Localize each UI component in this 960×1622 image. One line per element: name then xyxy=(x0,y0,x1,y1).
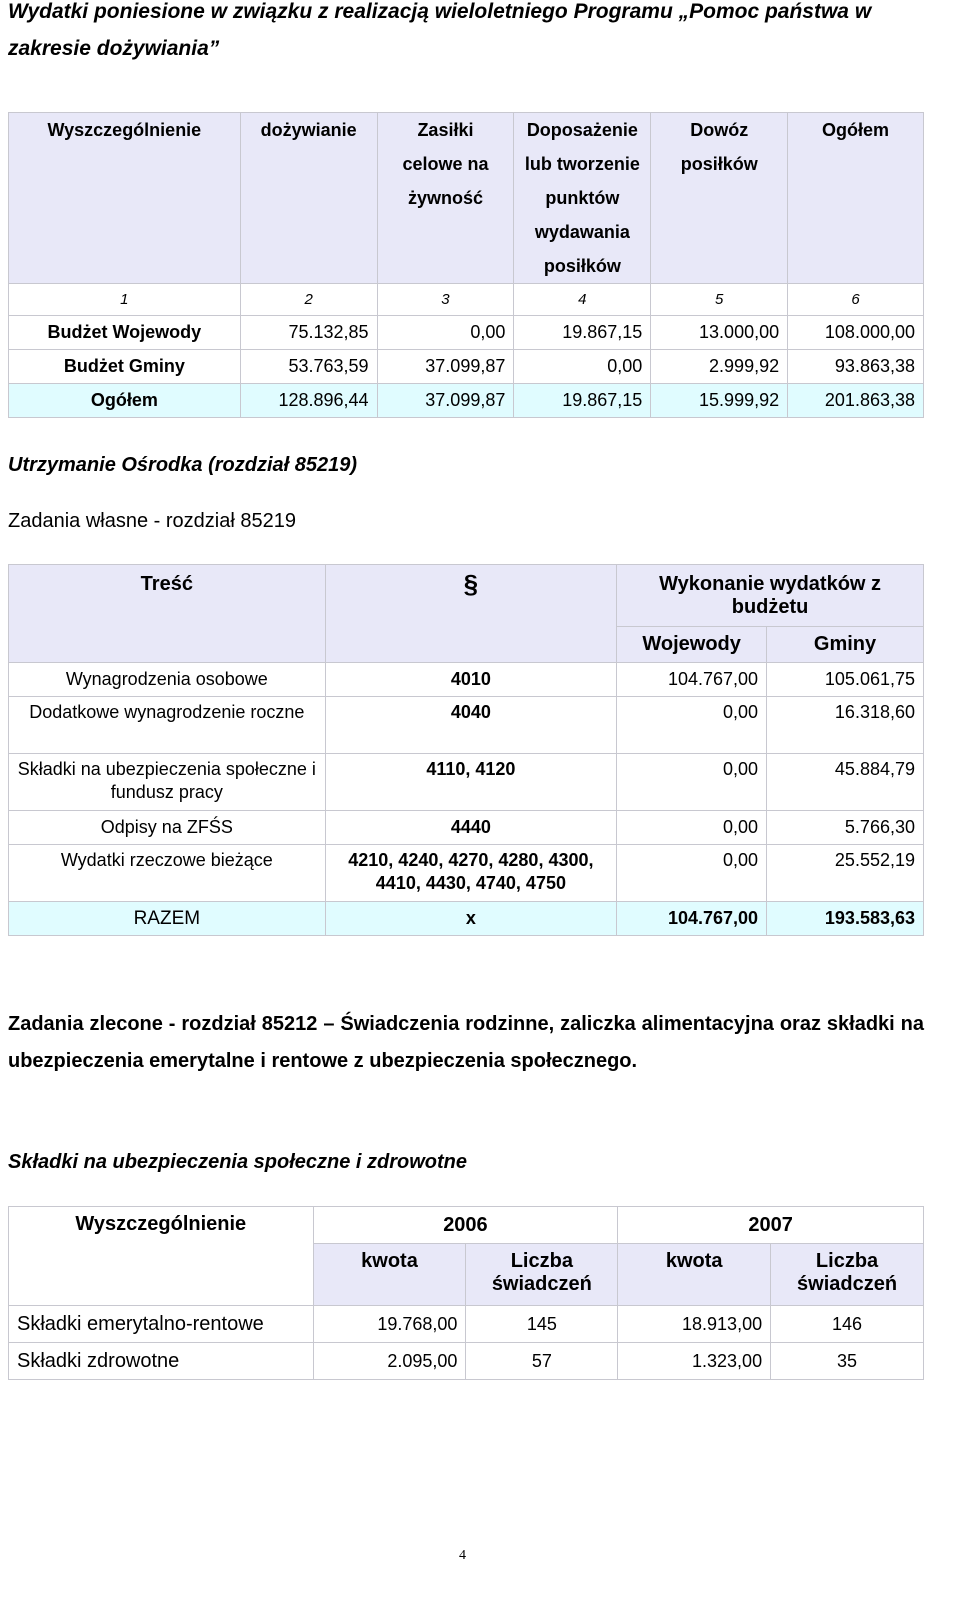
section-subheading: Zadania własne - rozdział 85219 xyxy=(8,510,296,532)
header-ogolem: Ogółem xyxy=(788,113,924,284)
column-number: 4 xyxy=(514,284,651,316)
cell-value: 37.099,87 xyxy=(377,384,514,418)
cell-value: 25.552,19 xyxy=(767,845,924,902)
skladki-table xyxy=(8,1206,924,1380)
header-zasilki: Zasiłki celowe na żywność xyxy=(377,113,514,284)
table-row xyxy=(9,1306,924,1343)
row-label: Odpisy na ZFŚS xyxy=(9,811,326,845)
row-label: Wynagrodzenia osobowe xyxy=(9,663,326,697)
utrzymanie-table xyxy=(8,564,924,936)
header-dozywianie: dożywianie xyxy=(240,113,377,284)
cell-value: 19.867,15 xyxy=(514,316,651,350)
cell-value: 2.095,00 xyxy=(313,1343,466,1380)
page-number: 4 xyxy=(459,1548,466,1563)
table-row xyxy=(9,316,924,350)
cell-value: 146 xyxy=(771,1306,924,1343)
cell-value: 193.583,63 xyxy=(767,902,924,936)
header-wyszczegolnienie: Wyszczególnienie xyxy=(9,1207,314,1306)
header-kwota: kwota xyxy=(313,1244,466,1306)
paragraph-code: 4110, 4120 xyxy=(325,754,617,811)
cell-value: 0,00 xyxy=(617,845,767,902)
column-number: 3 xyxy=(377,284,514,316)
cell-value: 104.767,00 xyxy=(617,663,767,697)
total-row xyxy=(9,384,924,418)
row-label: RAZEM xyxy=(9,902,326,936)
cell-value: 1.323,00 xyxy=(618,1343,771,1380)
column-number: 2 xyxy=(240,284,377,316)
row-label: Składki na ubezpieczenia społeczne i fundusz pracy xyxy=(9,754,326,811)
table-row xyxy=(9,350,924,384)
paragraph-code: 4440 xyxy=(325,811,617,845)
cell-value: 35 xyxy=(771,1343,924,1380)
header-year-2006: 2006 xyxy=(313,1207,618,1244)
cell-value: 0,00 xyxy=(377,316,514,350)
header-wojewody: Wojewody xyxy=(617,627,767,663)
row-label: Budżet Wojewody xyxy=(9,316,241,350)
cell-value: 5.766,30 xyxy=(767,811,924,845)
cell-value: 37.099,87 xyxy=(377,350,514,384)
table-row xyxy=(9,811,924,845)
total-row xyxy=(9,902,924,936)
table-row xyxy=(9,697,924,754)
table-row xyxy=(9,663,924,697)
dozywianie-table xyxy=(8,112,924,418)
cell-value: 128.896,44 xyxy=(240,384,377,418)
row-label: Ogółem xyxy=(9,384,241,418)
cell-value: 19.768,00 xyxy=(313,1306,466,1343)
header-year-2007: 2007 xyxy=(618,1207,924,1244)
row-label: Składki zdrowotne xyxy=(9,1343,314,1380)
cell-value: 19.867,15 xyxy=(514,384,651,418)
header-kwota: kwota xyxy=(618,1244,771,1306)
cell-value: 45.884,79 xyxy=(767,754,924,811)
table-row xyxy=(9,1343,924,1380)
cell-value: 13.000,00 xyxy=(651,316,788,350)
cell-value: 145 xyxy=(466,1306,618,1343)
page-title: Wydatki poniesione w związku z realizacją wieloletniego Programu „Pomoc państwa w zakresie dożywiania” xyxy=(8,0,872,60)
row-label: Budżet Gminy xyxy=(9,350,241,384)
zlecone-paragraph: Zadania zlecone - rozdział 85212 – Świadczenia rodzinne, zaliczka alimentacyjna oraz składki na ubezpieczenia emerytalne i rentowe z ubezpieczenia społecznego. xyxy=(8,1013,924,1072)
paragraph-code: 4010 xyxy=(325,663,617,697)
header-wykonanie: Wykonanie wydatków z budżetu xyxy=(617,565,924,627)
column-number: 1 xyxy=(9,284,241,316)
cell-value: 2.999,92 xyxy=(651,350,788,384)
column-number: 5 xyxy=(651,284,788,316)
header-doposazenie: Doposażenie lub tworzenie punktów wydawania posiłków xyxy=(514,113,651,284)
row-label: Składki emerytalno-rentowe xyxy=(9,1306,314,1343)
cell-value: 93.863,38 xyxy=(788,350,924,384)
paragraph-code: 4040 xyxy=(325,697,617,754)
row-label: Wydatki rzeczowe bieżące xyxy=(9,845,326,902)
section-heading: Składki na ubezpieczenia społeczne i zdrowotne xyxy=(8,1151,468,1173)
header-tresc: Treść xyxy=(9,565,326,663)
column-number: 6 xyxy=(788,284,924,316)
header-dowoz: Dowóz posiłków xyxy=(651,113,788,284)
header-wyszczegolnienie: Wyszczególnienie xyxy=(9,113,241,284)
paragraph-code: x xyxy=(325,902,617,936)
section-heading: Utrzymanie Ośrodka (rozdział 85219) xyxy=(8,454,358,476)
cell-value: 0,00 xyxy=(617,754,767,811)
header-gminy: Gminy xyxy=(767,627,924,663)
header-paragraph: § xyxy=(325,565,617,663)
cell-value: 105.061,75 xyxy=(767,663,924,697)
cell-value: 201.863,38 xyxy=(788,384,924,418)
cell-value: 75.132,85 xyxy=(240,316,377,350)
cell-value: 15.999,92 xyxy=(651,384,788,418)
cell-value: 53.763,59 xyxy=(240,350,377,384)
cell-value: 0,00 xyxy=(514,350,651,384)
table-row xyxy=(9,845,924,902)
cell-value: 108.000,00 xyxy=(788,316,924,350)
row-label: Dodatkowe wynagrodzenie roczne xyxy=(9,697,326,754)
header-liczba: Liczba świadczeń xyxy=(466,1244,618,1306)
cell-value: 0,00 xyxy=(617,697,767,754)
cell-value: 16.318,60 xyxy=(767,697,924,754)
table-row xyxy=(9,754,924,811)
cell-value: 18.913,00 xyxy=(618,1306,771,1343)
cell-value: 57 xyxy=(466,1343,618,1380)
cell-value: 104.767,00 xyxy=(617,902,767,936)
cell-value: 0,00 xyxy=(617,811,767,845)
paragraph-code: 4210, 4240, 4270, 4280, 4300, 4410, 4430, 4740, 4750 xyxy=(325,845,617,902)
header-liczba: Liczba świadczeń xyxy=(771,1244,924,1306)
